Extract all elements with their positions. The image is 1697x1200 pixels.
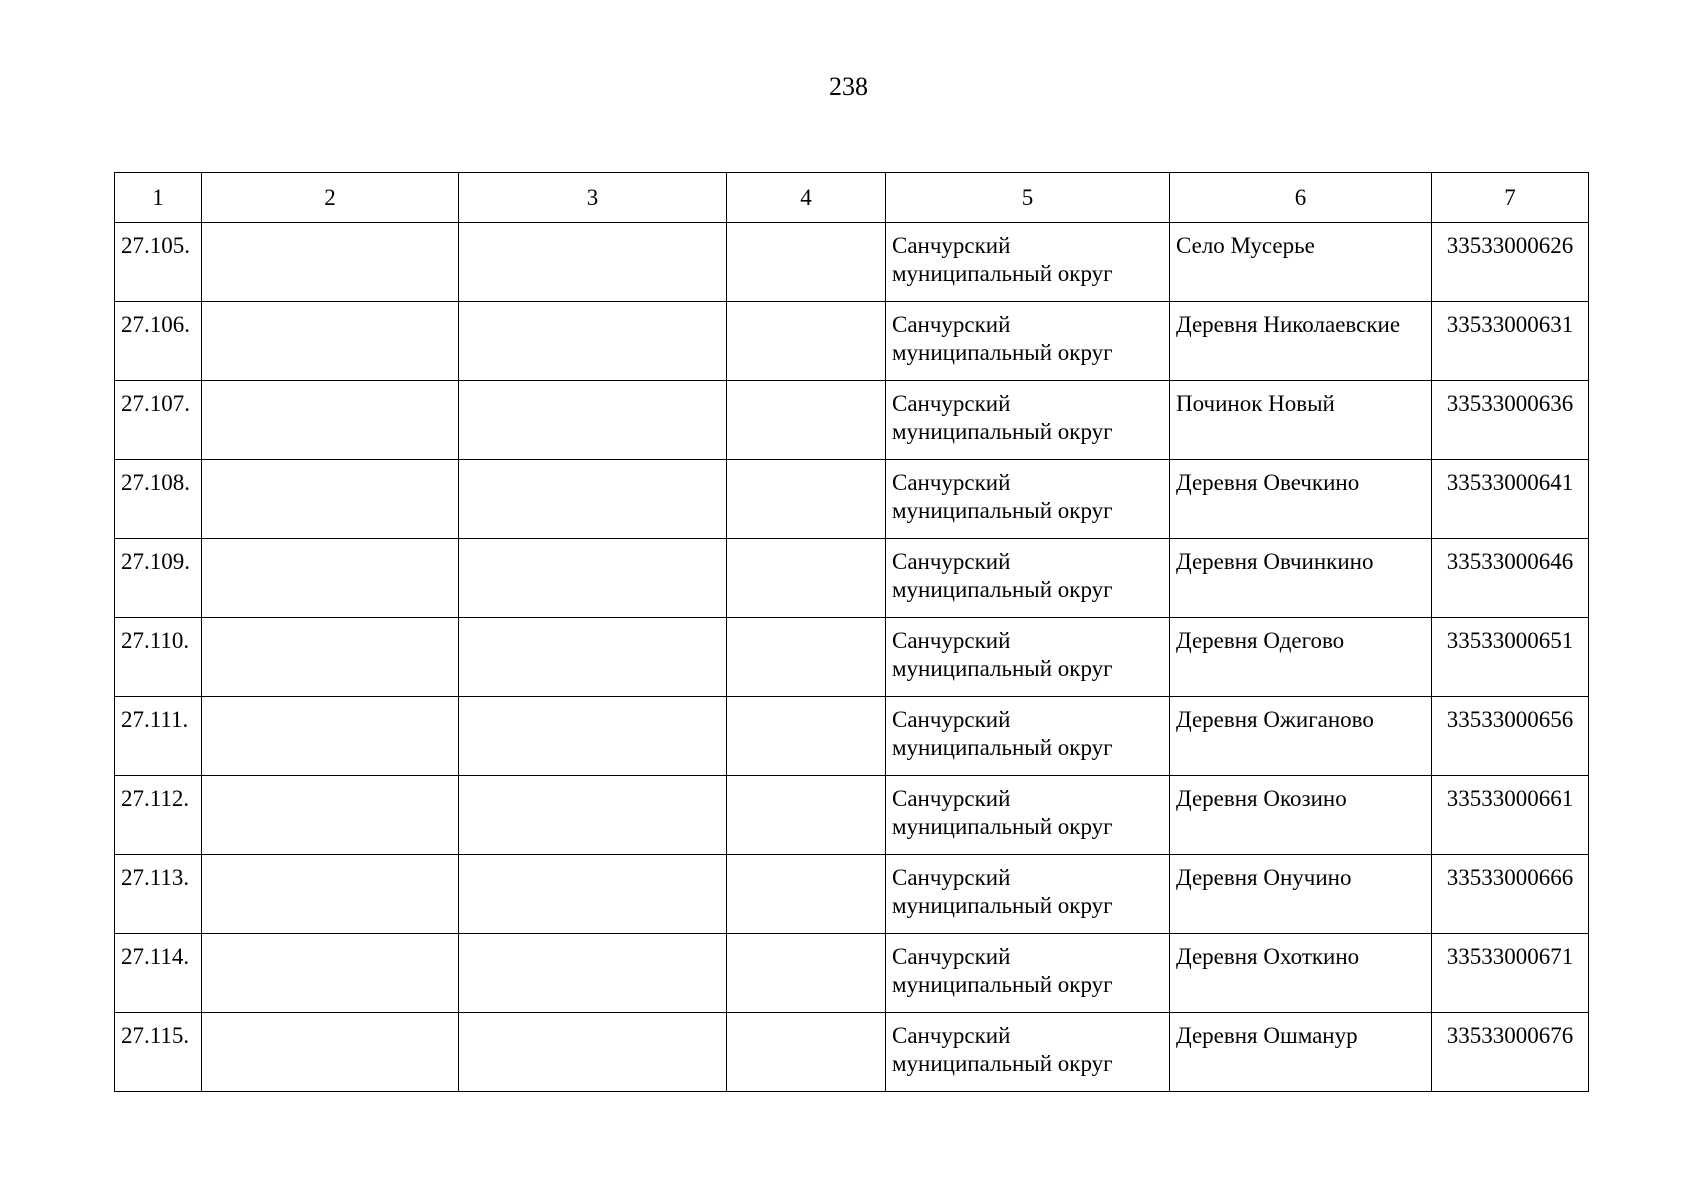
header-col-2: 2 <box>202 173 459 223</box>
district-name-line2: муниципальный округ <box>892 656 1113 681</box>
empty-cell-col-4 <box>727 776 886 855</box>
settlement-cell: Деревня Овчинкино <box>1170 539 1432 618</box>
empty-cell-col-2 <box>202 618 459 697</box>
district-name-line2: муниципальный округ <box>892 735 1113 760</box>
settlement-cell: Деревня Одегово <box>1170 618 1432 697</box>
settlement-cell: Деревня Ошманур <box>1170 1013 1432 1092</box>
empty-cell-col-3 <box>459 618 727 697</box>
empty-cell-col-2 <box>202 934 459 1013</box>
empty-cell-col-4 <box>727 934 886 1013</box>
settlement-cell: Деревня Николаевские <box>1170 302 1432 381</box>
district-name-line2: муниципальный округ <box>892 972 1113 997</box>
table-row <box>115 460 1589 539</box>
empty-cell-col-4 <box>727 381 886 460</box>
district-name-line2: муниципальный округ <box>892 340 1113 365</box>
empty-cell-col-3 <box>459 1013 727 1092</box>
row-number-cell: 27.115. <box>115 1013 202 1092</box>
empty-cell-col-4 <box>727 460 886 539</box>
header-col-7: 7 <box>1432 173 1589 223</box>
empty-cell-col-4 <box>727 855 886 934</box>
row-number-cell: 27.113. <box>115 855 202 934</box>
table-row <box>115 697 1589 776</box>
district-cell <box>886 223 1170 302</box>
district-name-line1: Санчурский <box>892 628 1011 653</box>
empty-cell-col-3 <box>459 302 727 381</box>
empty-cell-col-2 <box>202 223 459 302</box>
table-row <box>115 539 1589 618</box>
district-name-line2: муниципальный округ <box>892 577 1113 602</box>
code-cell: 33533000651 <box>1432 618 1589 697</box>
district-name-line1: Санчурский <box>892 944 1011 969</box>
empty-cell-col-2 <box>202 855 459 934</box>
empty-cell-col-4 <box>727 618 886 697</box>
district-name-line1: Санчурский <box>892 470 1011 495</box>
row-number-cell: 27.108. <box>115 460 202 539</box>
empty-cell-col-3 <box>459 855 727 934</box>
district-name-line1: Санчурский <box>892 233 1011 258</box>
table-header <box>115 173 1589 223</box>
table-row <box>115 381 1589 460</box>
empty-cell-col-3 <box>459 776 727 855</box>
code-cell: 33533000676 <box>1432 1013 1589 1092</box>
row-number-cell: 27.110. <box>115 618 202 697</box>
district-name-line1: Санчурский <box>892 1023 1011 1048</box>
table-row <box>115 618 1589 697</box>
district-name-line2: муниципальный округ <box>892 893 1113 918</box>
district-name-line2: муниципальный округ <box>892 1051 1113 1076</box>
row-number-cell: 27.111. <box>115 697 202 776</box>
district-name-line2: муниципальный округ <box>892 261 1113 286</box>
empty-cell-col-2 <box>202 381 459 460</box>
empty-cell-col-2 <box>202 460 459 539</box>
table-row <box>115 302 1589 381</box>
empty-cell-col-3 <box>459 223 727 302</box>
row-number-cell: 27.105. <box>115 223 202 302</box>
empty-cell-col-2 <box>202 776 459 855</box>
settlement-cell: Деревня Онучино <box>1170 855 1432 934</box>
district-cell <box>886 302 1170 381</box>
table-row <box>115 1013 1589 1092</box>
row-number-cell: 27.109. <box>115 539 202 618</box>
table-body <box>115 223 1589 1092</box>
district-cell <box>886 539 1170 618</box>
row-number-cell: 27.106. <box>115 302 202 381</box>
table-row <box>115 934 1589 1013</box>
settlement-cell: Починок Новый <box>1170 381 1432 460</box>
settlement-cell: Деревня Окозино <box>1170 776 1432 855</box>
row-number-cell: 27.114. <box>115 934 202 1013</box>
page-number: 238 <box>829 72 868 101</box>
code-cell: 33533000641 <box>1432 460 1589 539</box>
empty-cell-col-3 <box>459 539 727 618</box>
district-name-line1: Санчурский <box>892 312 1011 337</box>
row-number-cell: 27.107. <box>115 381 202 460</box>
row-number-cell: 27.112. <box>115 776 202 855</box>
settlement-cell: Деревня Ожиганово <box>1170 697 1432 776</box>
district-cell <box>886 934 1170 1013</box>
table-row <box>115 223 1589 302</box>
settlement-cell: Деревня Овечкино <box>1170 460 1432 539</box>
empty-cell-col-3 <box>459 381 727 460</box>
empty-cell-col-2 <box>202 1013 459 1092</box>
code-cell: 33533000646 <box>1432 539 1589 618</box>
district-cell <box>886 855 1170 934</box>
header-row <box>115 173 1589 223</box>
empty-cell-col-4 <box>727 1013 886 1092</box>
district-name-line2: муниципальный округ <box>892 419 1113 444</box>
empty-cell-col-2 <box>202 697 459 776</box>
code-cell: 33533000656 <box>1432 697 1589 776</box>
empty-cell-col-4 <box>727 302 886 381</box>
district-cell <box>886 1013 1170 1092</box>
empty-cell-col-4 <box>727 539 886 618</box>
empty-cell-col-3 <box>459 934 727 1013</box>
code-cell: 33533000661 <box>1432 776 1589 855</box>
district-cell <box>886 776 1170 855</box>
district-cell <box>886 460 1170 539</box>
code-cell: 33533000671 <box>1432 934 1589 1013</box>
district-name-line1: Санчурский <box>892 786 1011 811</box>
district-name-line1: Санчурский <box>892 865 1011 890</box>
empty-cell-col-2 <box>202 539 459 618</box>
empty-cell-col-3 <box>459 460 727 539</box>
table-row <box>115 776 1589 855</box>
code-cell: 33533000636 <box>1432 381 1589 460</box>
header-col-3: 3 <box>459 173 727 223</box>
district-cell <box>886 381 1170 460</box>
empty-cell-col-4 <box>727 223 886 302</box>
settlement-cell: Деревня Охоткино <box>1170 934 1432 1013</box>
district-name-line1: Санчурский <box>892 707 1011 732</box>
table-row <box>115 855 1589 934</box>
header-col-4: 4 <box>727 173 886 223</box>
district-name-line1: Санчурский <box>892 549 1011 574</box>
settlements-table <box>114 172 1589 1092</box>
empty-cell-col-4 <box>727 697 886 776</box>
code-cell: 33533000631 <box>1432 302 1589 381</box>
header-col-6: 6 <box>1170 173 1432 223</box>
header-col-5: 5 <box>886 173 1170 223</box>
district-name-line2: муниципальный округ <box>892 498 1113 523</box>
settlement-cell: Село Мусерье <box>1170 223 1432 302</box>
district-name-line2: муниципальный округ <box>892 814 1113 839</box>
code-cell: 33533000626 <box>1432 223 1589 302</box>
district-cell <box>886 697 1170 776</box>
header-col-1: 1 <box>115 173 202 223</box>
district-cell <box>886 618 1170 697</box>
code-cell: 33533000666 <box>1432 855 1589 934</box>
district-name-line1: Санчурский <box>892 391 1011 416</box>
empty-cell-col-3 <box>459 697 727 776</box>
empty-cell-col-2 <box>202 302 459 381</box>
